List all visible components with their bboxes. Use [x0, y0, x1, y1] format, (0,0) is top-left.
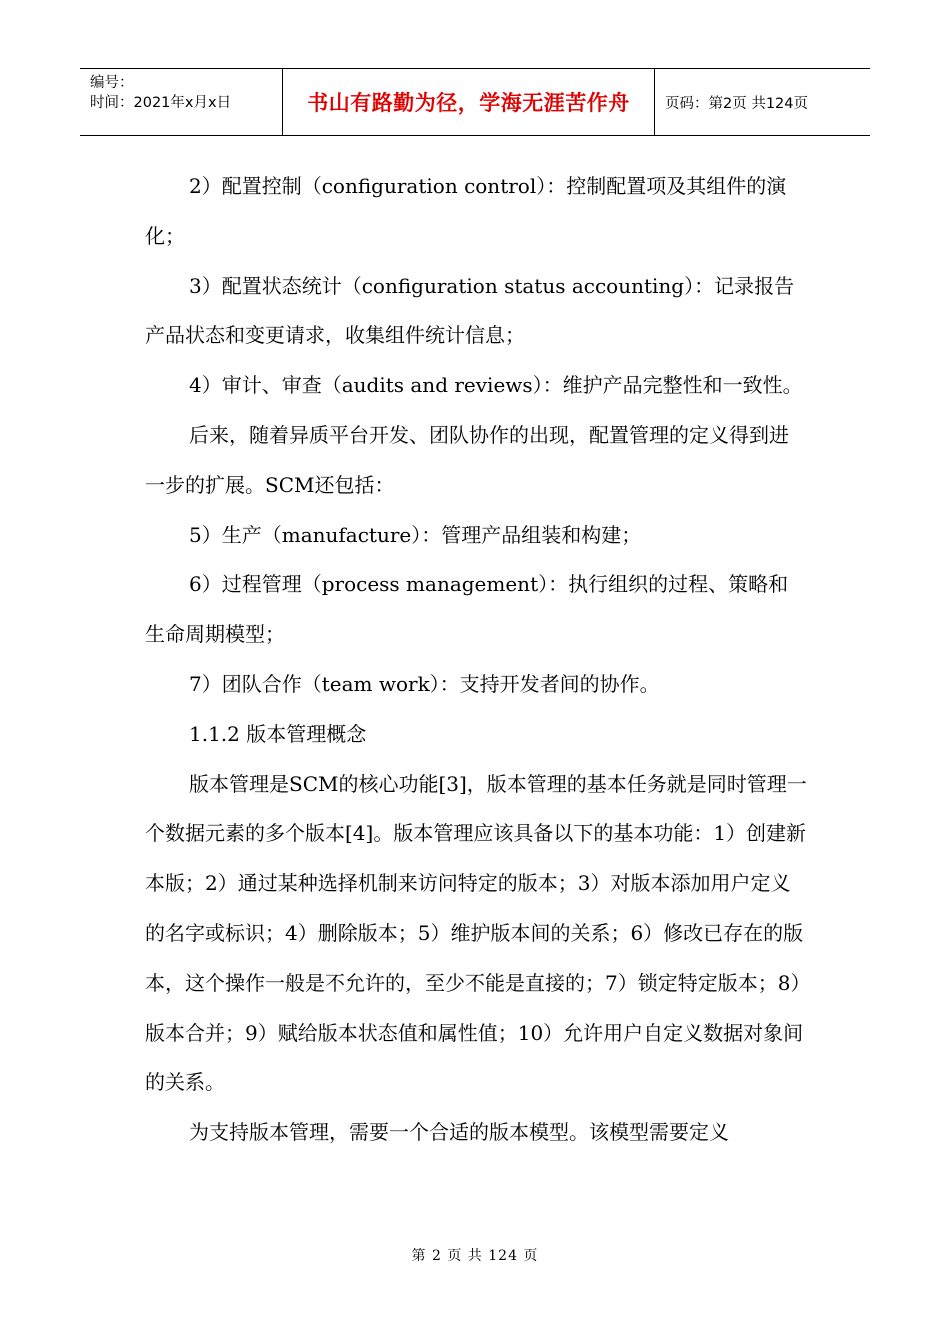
paragraph: 为支持版本管理，需要一个合适的版本模型。该模型需要定义: [189, 1120, 729, 1145]
page-header: [80, 68, 870, 136]
paragraph: 4）审计、审查（audits and reviews）：维护产品完整性和一致性。: [189, 373, 803, 398]
paragraph: 6）过程管理（process management）：执行组织的过程、策略和生命周期模型；: [145, 572, 789, 647]
document-number-label: 编号：: [90, 75, 134, 91]
paragraph: 7）团队合作（team work）：支持开发者间的协作。: [189, 671, 660, 696]
header-page-info: 页码：第2页 共124页: [665, 95, 809, 112]
paragraph: 3）配置状态统计（configuration status accounting）：记录报告产品状态和变更请求，收集组件统计信息；: [145, 273, 795, 348]
document-date: 时间：2021年x月x日: [90, 95, 232, 111]
paragraph: 后来，随着异质平台开发、团队协作的出现，配置管理的定义得到进一步的扩展。SCM还包括：: [145, 422, 789, 497]
page-footer: 第 2 页 共 124 页: [411, 1248, 539, 1264]
document-body: [145, 162, 807, 1158]
paragraph: 2）配置控制（configuration control）：控制配置项及其组件的演化；: [145, 174, 787, 248]
paragraph: 5）生产（manufacture）：管理产品组装和构建；: [189, 522, 642, 547]
header-motto: 书山有路勤为径，学海无涯苦作舟: [283, 69, 655, 135]
section-heading: 1.1.2 版本管理概念: [189, 721, 367, 746]
paragraph: 版本管理是SCM的核心功能[3]，版本管理的基本任务就是同时管理一个数据元素的多个版本[4]。版本管理应该具备以下的基本功能：1）创建新本版；2）通过某种选择机制来访问特定的版本；3）对版本添加用户定义的名字或标识；4）删除版本；5）维护版本间的关系；6）修改已存在的版本，这个操作一般是不允许的，至少不能是直接的；7）锁定特定版本；8）版本合并；9）赋给版本状态值和属性值；10）允许用户自定义数据对象间的关系。: [145, 771, 807, 1095]
header-meta: [80, 69, 283, 135]
